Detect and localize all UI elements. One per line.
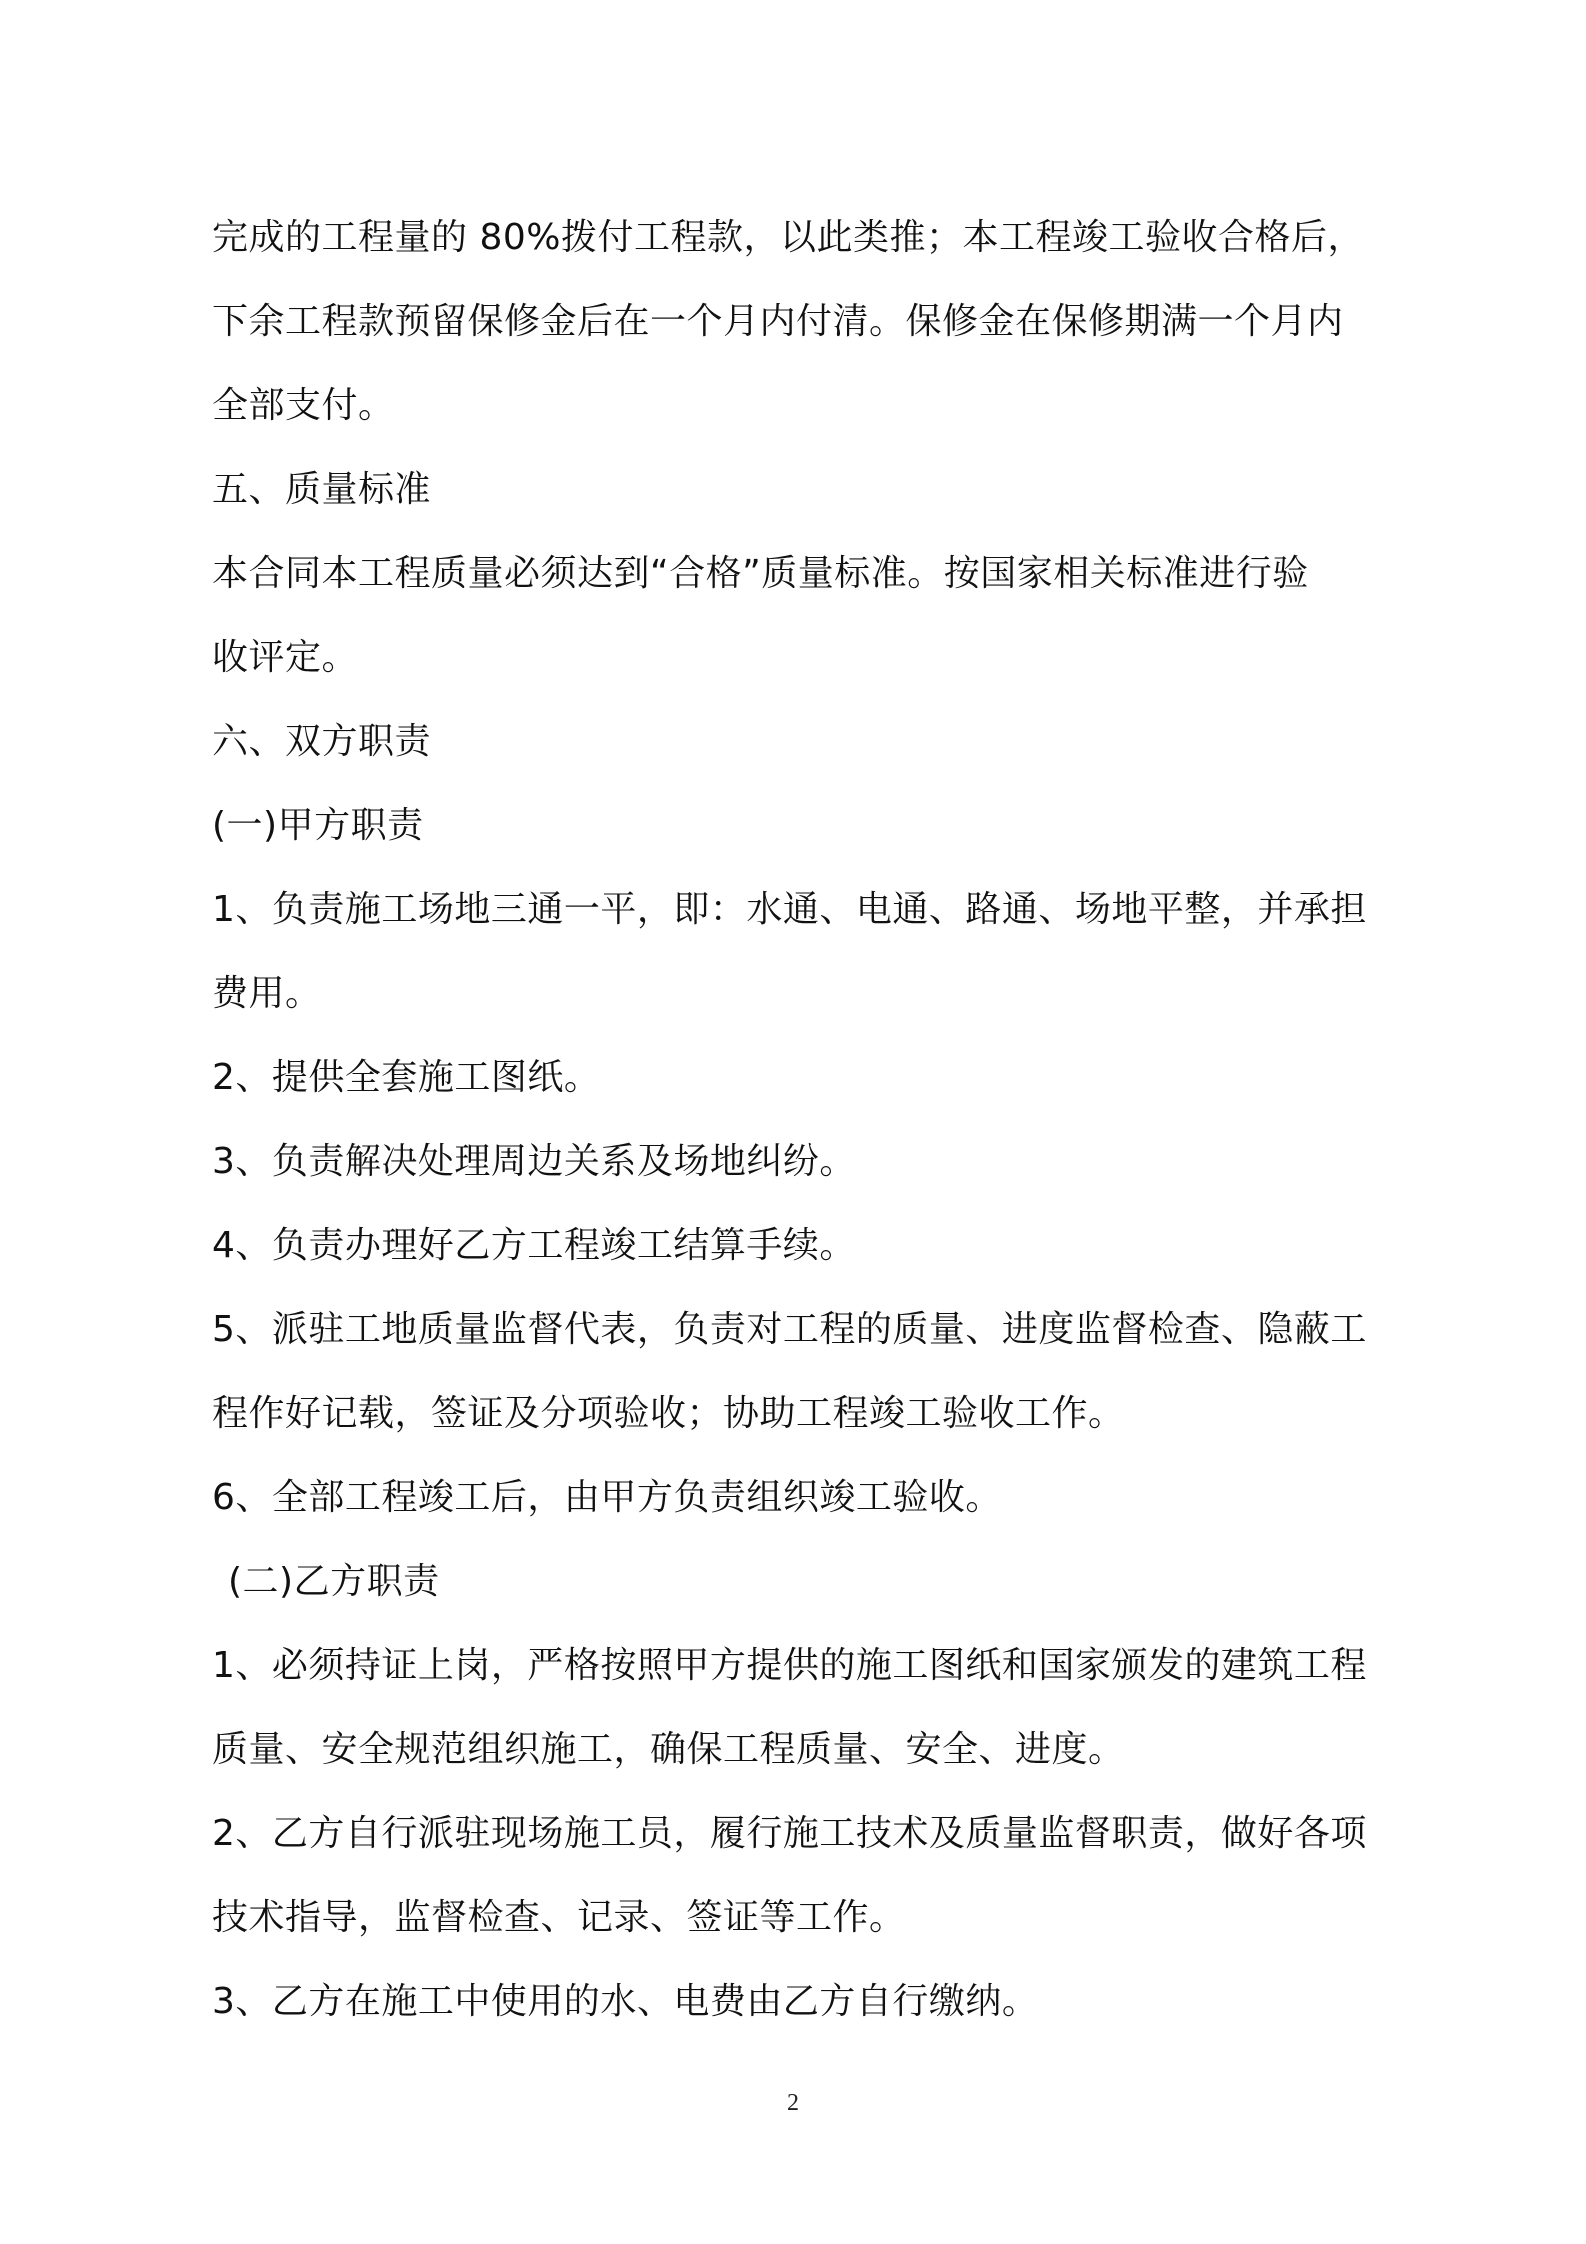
list-item: 4、负责办理好乙方工程竣工结算手续。 bbox=[212, 1225, 856, 1266]
list-item: 3、负责解决处理周边关系及场地纠纷。 bbox=[212, 1141, 856, 1182]
list-item: 2、提供全套施工图纸。 bbox=[212, 1057, 601, 1098]
section-heading-responsibilities: 六、双方职责 bbox=[212, 721, 432, 762]
list-item: 2、乙方自行派驻现场施工员，履行施工技术及质量监督职责，做好各项 bbox=[212, 1813, 1367, 1854]
list-item: 1、负责施工场地三通一平，即：水通、电通、路通、场地平整，并承担 bbox=[212, 889, 1367, 930]
page-number: 2 bbox=[787, 2090, 799, 2116]
list-item-continuation: 质量、安全规范组织施工，确保工程质量、安全、进度。 bbox=[212, 1729, 1125, 1770]
list-item-continuation: 程作好记载，签证及分项验收；协助工程竣工验收工作。 bbox=[212, 1393, 1125, 1434]
paragraph-line: 全部支付。 bbox=[212, 385, 395, 426]
document-body bbox=[212, 196, 1392, 2044]
subsection-heading-party-b: (二)乙方职责 bbox=[228, 1561, 440, 1602]
paragraph-line: 收评定。 bbox=[212, 637, 359, 678]
paragraph-line: 下余工程款预留保修金后在一个月内付清。保修金在保修期满一个月内 bbox=[212, 301, 1344, 342]
section-heading-quality-standard: 五、质量标准 bbox=[212, 469, 432, 510]
list-item-continuation: 技术指导，监督检查、记录、签证等工作。 bbox=[212, 1897, 906, 1938]
paragraph-line: 完成的工程量的 80%拨付工程款，以此类推；本工程竣工验收合格后， bbox=[212, 217, 1364, 258]
list-item-continuation: 费用。 bbox=[212, 973, 322, 1014]
list-item: 6、全部工程竣工后，由甲方负责组织竣工验收。 bbox=[212, 1477, 1002, 1518]
paragraph-line: 本合同本工程质量必须达到“合格”质量标准。按国家相关标准进行验 bbox=[212, 553, 1309, 594]
list-item: 1、必须持证上岗，严格按照甲方提供的施工图纸和国家颁发的建筑工程 bbox=[212, 1645, 1367, 1686]
list-item: 5、派驻工地质量监督代表，负责对工程的质量、进度监督检查、隐蔽工 bbox=[212, 1309, 1367, 1350]
subsection-heading-party-a: (一)甲方职责 bbox=[212, 805, 424, 846]
list-item: 3、乙方在施工中使用的水、电费由乙方自行缴纳。 bbox=[212, 1981, 1039, 2022]
